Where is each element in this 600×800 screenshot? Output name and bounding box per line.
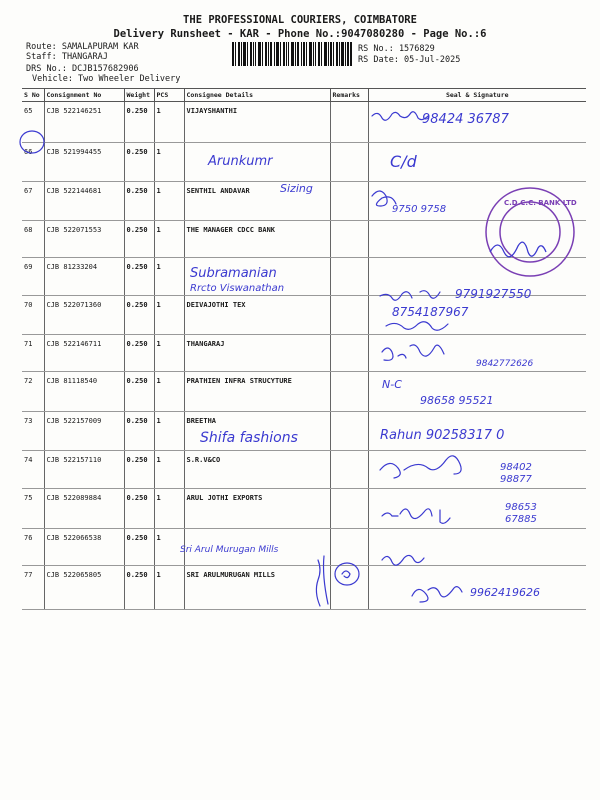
row-remarks bbox=[330, 296, 368, 335]
row-remarks bbox=[330, 221, 368, 258]
handwritten-phone-72: 98658 95521 bbox=[420, 394, 494, 407]
row-pcs: 1 bbox=[154, 143, 184, 182]
row-weight: 0.250 bbox=[124, 182, 154, 221]
row-weight: 0.250 bbox=[124, 372, 154, 412]
row-consignment-no: CJB 522071360 bbox=[44, 296, 124, 335]
row-sno: 74 bbox=[22, 451, 44, 489]
row-pcs: 1 bbox=[154, 102, 184, 143]
row-sno: 65 bbox=[22, 102, 44, 143]
table-row bbox=[22, 372, 586, 412]
row-weight: 0.250 bbox=[124, 258, 154, 296]
row-pcs: 1 bbox=[154, 489, 184, 529]
row-pcs: 1 bbox=[154, 412, 184, 451]
vehicle-label: Vehicle: Two Wheeler Delivery bbox=[32, 74, 181, 84]
row-weight: 0.250 bbox=[124, 566, 154, 610]
row-consignee: VIJAYSHANTHI bbox=[184, 102, 330, 143]
row-sno: 72 bbox=[22, 372, 44, 412]
row-remarks bbox=[330, 529, 368, 566]
table-row bbox=[22, 143, 586, 182]
row-consignee: THE MANAGER CDCC BANK bbox=[184, 221, 330, 258]
header-pcs: PCS bbox=[154, 89, 184, 102]
barcode bbox=[232, 42, 352, 66]
runsheet-subtitle: Delivery Runsheet - KAR - Phone No.:9047080280 - Page No.:6 bbox=[113, 28, 487, 40]
row-weight: 0.250 bbox=[124, 102, 154, 143]
row-pcs: 1 bbox=[154, 296, 184, 335]
row-sno: 73 bbox=[22, 412, 44, 451]
row-pcs: 1 bbox=[154, 258, 184, 296]
row-sno: 66 bbox=[22, 143, 44, 182]
row-consignee: THANGARAJ bbox=[184, 335, 330, 372]
row-sno: 77 bbox=[22, 566, 44, 610]
handwritten-sign-73: Rahun 90258317 0 bbox=[380, 428, 505, 443]
row-consignee: SENTHIL ANDAVAR bbox=[184, 182, 330, 221]
row-seal-signature bbox=[368, 221, 586, 258]
row-pcs: 1 bbox=[154, 372, 184, 412]
row-weight: 0.250 bbox=[124, 529, 154, 566]
header-sno: S No bbox=[22, 89, 44, 102]
row-consignment-no: CJB 522157110 bbox=[44, 451, 124, 489]
row-weight: 0.250 bbox=[124, 221, 154, 258]
header-remarks: Remarks bbox=[330, 89, 368, 102]
row-weight: 0.250 bbox=[124, 335, 154, 372]
handwritten-phone-77: 9962419626 bbox=[470, 586, 540, 599]
header-weight: Weight bbox=[124, 89, 154, 102]
runsheet-table bbox=[22, 88, 586, 610]
row-remarks bbox=[330, 372, 368, 412]
row-consignment-no: CJB 522089884 bbox=[44, 489, 124, 529]
handwritten-name2-69: Rrcto Viswanathan bbox=[190, 283, 285, 294]
row-sno: 71 bbox=[22, 335, 44, 372]
row-consignee: SRI ARULMURUGAN MILLS bbox=[184, 566, 330, 610]
row-remarks bbox=[330, 412, 368, 451]
row-seal-signature bbox=[368, 529, 586, 566]
row-consignment-no: CJB 522157009 bbox=[44, 412, 124, 451]
row-weight: 0.250 bbox=[124, 143, 154, 182]
row-pcs: 1 bbox=[154, 566, 184, 610]
row-remarks bbox=[330, 258, 368, 296]
row-pcs: 1 bbox=[154, 451, 184, 489]
company-title: THE PROFESSIONAL COURIERS, COIMBATORE bbox=[183, 14, 417, 26]
row-consignee: ARUL JOTHI EXPORTS bbox=[184, 489, 330, 529]
row-consignee: DEIVAJOTHI TEX bbox=[184, 296, 330, 335]
handwritten-phone2-70: 8754187967 bbox=[392, 305, 469, 319]
row-consignment-no: CJB 522146711 bbox=[44, 335, 124, 372]
row-consignee: PRATHIEN INFRA STRUCYTURE bbox=[184, 372, 330, 412]
row-remarks bbox=[330, 489, 368, 529]
row-pcs: 1 bbox=[154, 221, 184, 258]
table-row bbox=[22, 489, 586, 529]
drs-number: DRS No.: DCJB157682906 bbox=[26, 64, 139, 74]
row-remarks bbox=[330, 182, 368, 221]
handwritten-name-69: Subramanian bbox=[190, 266, 277, 281]
table-row bbox=[22, 529, 586, 566]
handwritten-phone-71: 9842772626 bbox=[476, 359, 534, 369]
row-consignment-no: CJB 521994455 bbox=[44, 143, 124, 182]
handwritten-phone-74: 98402 98877 bbox=[500, 462, 532, 485]
row-consignment-no: CJB 522146251 bbox=[44, 102, 124, 143]
handwritten-name-76: Sri Arul Murugan Mills bbox=[180, 545, 279, 555]
row-consignment-no: CJB 522066538 bbox=[44, 529, 124, 566]
header-consignee: Consignee Details bbox=[184, 89, 330, 102]
row-sno: 75 bbox=[22, 489, 44, 529]
row-weight: 0.250 bbox=[124, 489, 154, 529]
row-sno: 69 bbox=[22, 258, 44, 296]
row-sno: 68 bbox=[22, 221, 44, 258]
handwritten-note-67: Sizing bbox=[280, 182, 313, 195]
row-consignment-no: CJB 81118540 bbox=[44, 372, 124, 412]
row-remarks bbox=[330, 102, 368, 143]
rs-date: RS Date: 05-Jul-2025 bbox=[358, 55, 461, 65]
row-consignee: S.R.V&CO bbox=[184, 451, 330, 489]
staff-label: Staff: THANGARAJ bbox=[26, 52, 108, 62]
stamp-text: C.D.C.C. BANK LTD bbox=[504, 199, 577, 207]
row-remarks bbox=[330, 566, 368, 610]
row-remarks bbox=[330, 143, 368, 182]
row-pcs: 1 bbox=[154, 529, 184, 566]
row-sno: 70 bbox=[22, 296, 44, 335]
rs-number: RS No.: 1576829 bbox=[358, 44, 435, 54]
handwritten-mark-66: C/d bbox=[390, 152, 417, 171]
handwritten-name-66: Arunkumr bbox=[208, 154, 273, 169]
row-weight: 0.250 bbox=[124, 296, 154, 335]
row-remarks bbox=[330, 335, 368, 372]
route-label: Route: SAMALAPURAM KAR bbox=[26, 42, 139, 52]
row-sno: 76 bbox=[22, 529, 44, 566]
row-consignee: BREETHA bbox=[184, 412, 330, 451]
row-seal-signature bbox=[368, 451, 586, 489]
header-consignment: Consignment No bbox=[44, 89, 124, 102]
table-header-row bbox=[22, 89, 586, 102]
handwritten-mark-72: N-C bbox=[382, 378, 402, 391]
row-consignment-no: CJB 522071553 bbox=[44, 221, 124, 258]
row-consignment-no: CJB 81233204 bbox=[44, 258, 124, 296]
handwritten-phone-70: 9791927550 bbox=[455, 287, 532, 301]
row-pcs: 1 bbox=[154, 182, 184, 221]
handwritten-phone-67: 9750 9758 bbox=[392, 204, 447, 215]
row-weight: 0.250 bbox=[124, 412, 154, 451]
row-remarks bbox=[330, 451, 368, 489]
row-consignment-no: CJB 522144681 bbox=[44, 182, 124, 221]
table-row bbox=[22, 221, 586, 258]
header-seal-signature: Seal & Signature bbox=[368, 89, 586, 102]
row-consignment-no: CJB 522065805 bbox=[44, 566, 124, 610]
row-sno: 67 bbox=[22, 182, 44, 221]
row-weight: 0.250 bbox=[124, 451, 154, 489]
handwritten-phone-75: 98653 67885 bbox=[505, 502, 537, 525]
row-pcs: 1 bbox=[154, 335, 184, 372]
table-row bbox=[22, 296, 586, 335]
handwritten-name-73: Shifa fashions bbox=[200, 430, 298, 446]
handwritten-phone-65: 98424 36787 bbox=[422, 112, 509, 127]
